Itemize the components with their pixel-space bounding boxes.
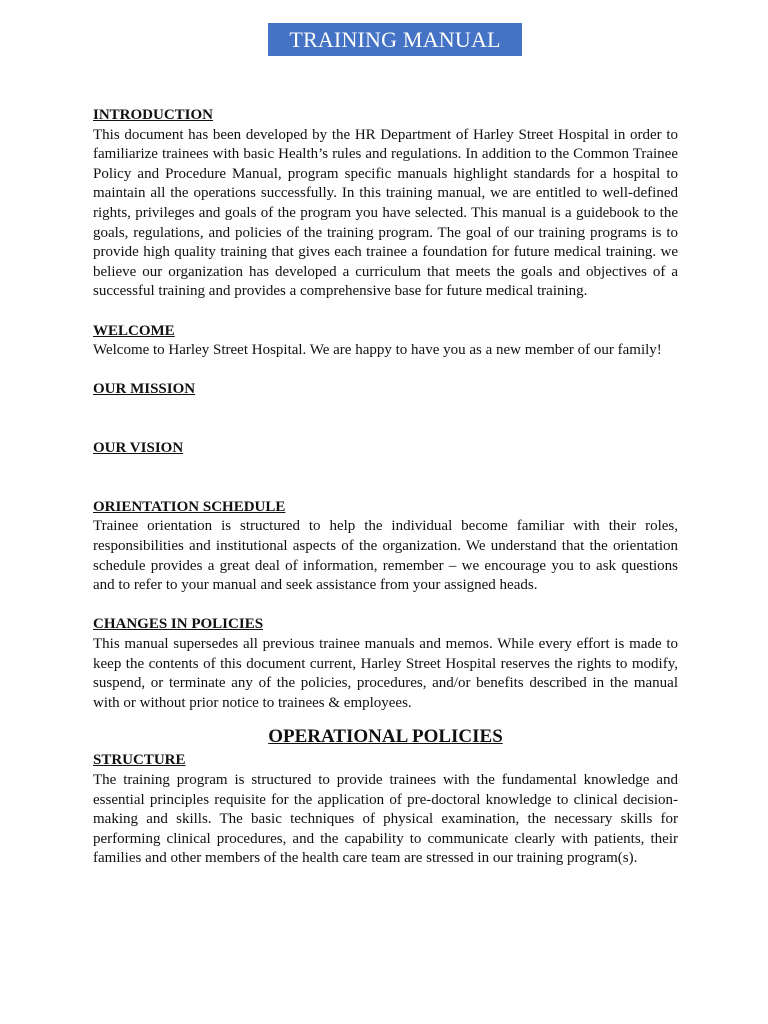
section-heading-orientation: ORIENTATION SCHEDULE — [93, 498, 286, 515]
section-heading-mission: OUR MISSION — [93, 381, 196, 398]
operational-policies-title: OPERATIONAL POLICIES — [268, 726, 503, 748]
spacer — [93, 596, 678, 616]
section-heading-introduction: INTRODUCTION — [93, 107, 214, 123]
document-content — [93, 106, 678, 869]
section-heading-changes: CHANGES IN POLICIES — [93, 616, 264, 633]
section-body-structure: The training program is structured to provide trainees with the fundamental knowledge and essential principles requisite for the application of pre-doctoral knowledge to clinical decision-making and skills. The basic techniques of physical examination, the necessary skills for performing clinical procedures, and the capability to communicate clearly with patients, their families and other members of the health care team are stressed in our training program(s). — [93, 772, 678, 867]
spacer — [93, 361, 678, 381]
document-title: TRAINING MANUAL — [268, 23, 522, 56]
section-body-introduction: This document has been developed by the HR Department of Harley Street Hospital in order to familiarize trainees with basic Health’s rules and regulations. In addition to the Common Trainee Policy and Procedure Manual, program specific manuals highlight standards for a hospital to maintain all the operations successfully. In this training manual, we are entitled to well-defined rights, privileges and goals of the program you have selected. This manual is a guidebook to the goals, regulations, and policies of the training program. The goal of our training programs is to provide high quality training that gives each trainee a foundation for future medical training. we believe our organization has developed a curriculum that meets the goals and objectives of a successful training and provides a comprehensive base for future medical training. — [93, 126, 678, 300]
spacer — [93, 302, 678, 322]
spacer — [93, 400, 678, 439]
section-body-changes: This manual supersedes all previous trainee manuals and memos. While every effort is made to keep the contents of this document current, Harley Street Hospital reserves the rights to modify, suspend, or terminate any of the policies, procedures, and/or benefits described in the manual with or without prior notice to trainees & employees. — [93, 636, 678, 711]
section-body-welcome: Welcome to Harley Street Hospital. We are happy to have you as a new member of our family! — [93, 342, 662, 359]
spacer — [93, 459, 678, 498]
section-heading-welcome: WELCOME — [93, 322, 175, 339]
section-heading-structure: STRUCTURE — [93, 752, 186, 769]
section-body-orientation: Trainee orientation is structured to help the individual become familiar with their roles, responsibilities and institutional aspects of the organization. We understand that the orientation schedule provides a great deal of information, remember – we encourage you to ask questions and to refer to your manual and seek assistance from your assigned heads. — [93, 518, 678, 594]
section-heading-vision: OUR VISION — [93, 440, 184, 457]
